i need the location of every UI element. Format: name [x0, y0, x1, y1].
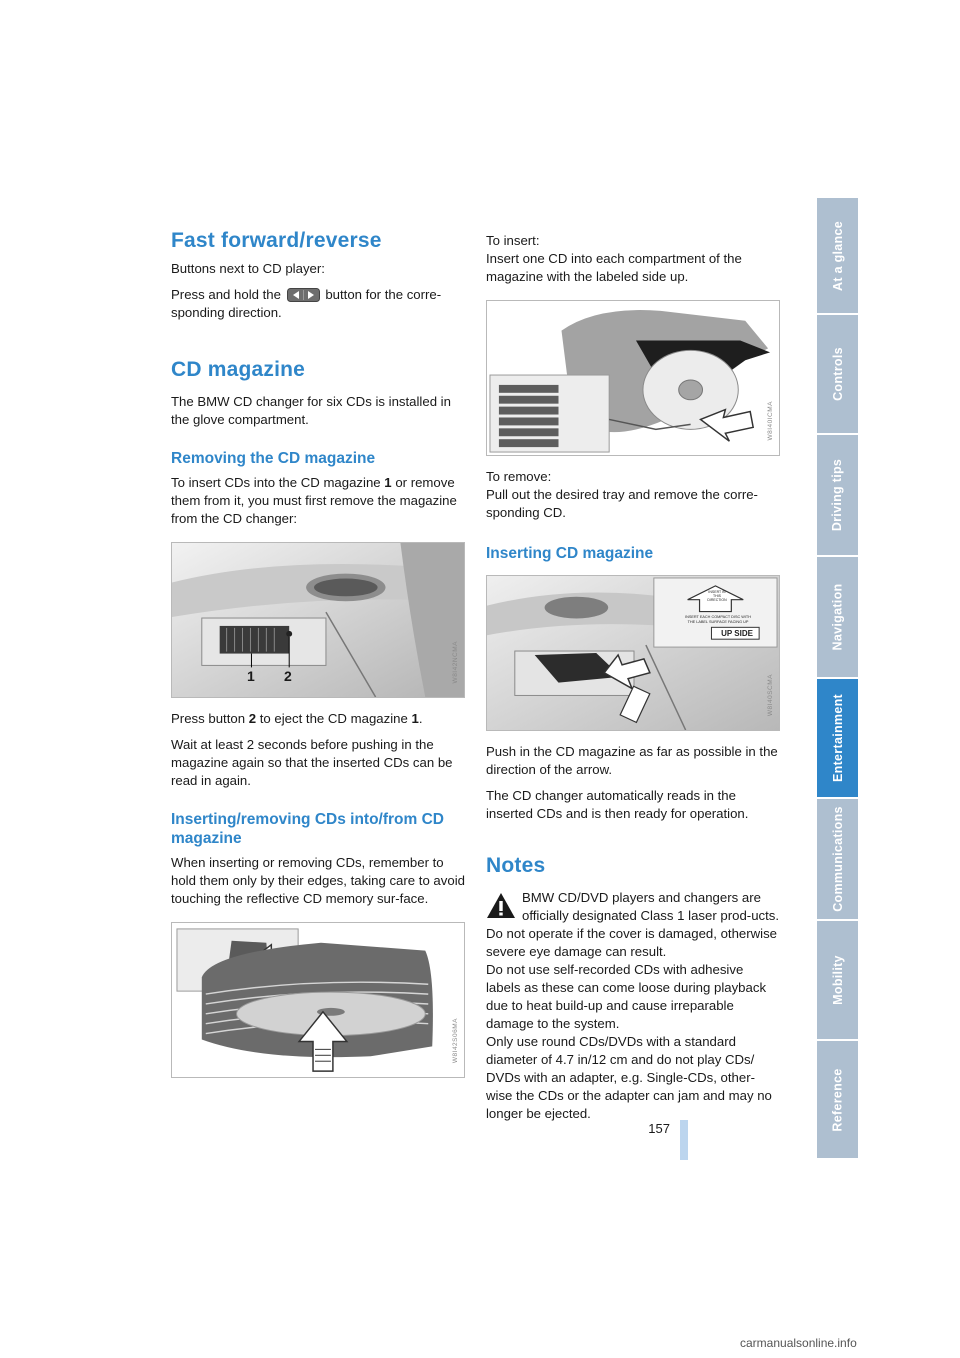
left-column [171, 228, 466, 1078]
glove-compartment-illustration [172, 543, 464, 697]
figure-code: W8I40SCMA [767, 673, 774, 716]
text-hold-by-edges: When inserting or removing CDs, remember to hold them only by their edges, taking care to avoid touching the reflective CD memory sur-face. [171, 855, 465, 906]
sign-up-side: UP SIDE [721, 629, 753, 638]
heading-fast-forward-reverse: Fast forward/reverse [171, 229, 382, 252]
warning-triangle-icon [486, 892, 516, 919]
sign-insert-in: INSERT IN THIS DIRECTION [707, 590, 727, 602]
figure-cd-magazine-trays [171, 922, 465, 1078]
figure-code: W8I42NCMA [452, 640, 459, 683]
text-press-and-hold: Press and hold the button for the corre-sponding direction. [171, 287, 442, 320]
text-to-remove: To remove: [486, 469, 552, 484]
cd-tray-illustration [487, 301, 779, 455]
text-insert-one-cd: Insert one CD into each compartment of the magazine with the labeled side up. [486, 251, 742, 284]
figure-insert-cd-tray [486, 300, 780, 456]
sidebar-tab-driving-tips[interactable]: Driving tips [817, 435, 858, 557]
sidebar-tab-reference[interactable]: Reference [817, 1041, 858, 1160]
footer-watermark: carmanualsonline.info [740, 1336, 857, 1350]
sidebar-tab-communications[interactable]: Communications [817, 799, 858, 921]
sidebar-tab-at-a-glance[interactable]: At a glance [817, 198, 858, 315]
heading-inserting-removing-cds: Inserting/removing CDs into/from CD magazine [171, 811, 444, 847]
figure-code: W8I42S06MA [452, 1017, 459, 1063]
text-cd-changer-glove-compartment: The BMW CD changer for six CDs is installed in the glove compartment. [171, 394, 451, 427]
callout-1: 1 [247, 668, 255, 684]
figure-glove-compartment-cd-changer [171, 542, 465, 698]
text-to-insert: To insert: [486, 233, 540, 248]
insert-magazine-illustration [487, 576, 779, 730]
text-notes-self-recorded: Do not use self-recorded CDs with adhesive labels as these can come loose during playback due to heat build-up and cause irreparable damage to the system. [486, 962, 767, 1031]
seek-button-icon [287, 288, 320, 302]
page-marker-bar [680, 1120, 688, 1160]
heading-inserting-cd-magazine: Inserting CD magazine [486, 545, 654, 562]
callout-2: 2 [284, 668, 292, 684]
cd-magazine-illustration [172, 923, 464, 1077]
text-push-in-magazine: Push in the CD magazine as far as possible in the direction of the arrow. [486, 744, 778, 777]
text-automatically-reads: The CD changer automatically reads in the inserted CDs and is then ready for operation. [486, 788, 749, 821]
sidebar-tab-mobility[interactable]: Mobility [817, 921, 858, 1041]
sidebar-tab-controls[interactable]: Controls [817, 315, 858, 435]
heading-notes: Notes [486, 854, 546, 877]
notes-block [486, 889, 781, 1123]
text-wait-2-seconds: Wait at least 2 seconds before pushing in the magazine again so that the inserted CDs can be read in again. [171, 737, 453, 788]
text-notes-round-cds: Only use round CDs/DVDs with a standard diameter of 4.7 in/12 cm and do not play CDs/ DVDs with an adapter, e.g. Single-CDs, other-wise the CDs or the adapter can jam and may no longer be ejected. [486, 1034, 772, 1121]
text-buttons-next-to-cd-player: Buttons next to CD player: [171, 261, 325, 276]
chapter-sidebar [817, 198, 858, 1160]
text-pull-out-tray: Pull out the desired tray and remove the corre-sponding CD. [486, 487, 758, 520]
text-press-button-2: Press button 2 to eject the CD magazine 1. [171, 711, 423, 726]
heading-cd-magazine: CD magazine [171, 358, 306, 381]
text-notes-class1-laser: BMW CD/DVD players and changers are officially designated Class 1 laser prod-ucts. Do not operate if the cover is damaged, otherwise severe eye damage can result. [486, 890, 780, 959]
page-number: 157 [648, 1121, 670, 1136]
text-insert-remove-cds: To insert CDs into the CD magazine 1 or remove them from it, you must first remove the magazine from the CD changer: [171, 475, 457, 526]
figure-insert-magazine [486, 575, 780, 731]
figure-code: W8I40ICMA [767, 401, 774, 441]
sign-label-instruction: INSERT EACH COMPACT DISC WITH THE LABEL SURFACE FACING UP [685, 615, 751, 624]
sidebar-tab-entertainment[interactable]: Entertainment [817, 679, 858, 799]
heading-removing-cd-magazine: Removing the CD magazine [171, 450, 376, 467]
sidebar-tab-navigation[interactable]: Navigation [817, 557, 858, 679]
right-column [486, 228, 781, 1123]
